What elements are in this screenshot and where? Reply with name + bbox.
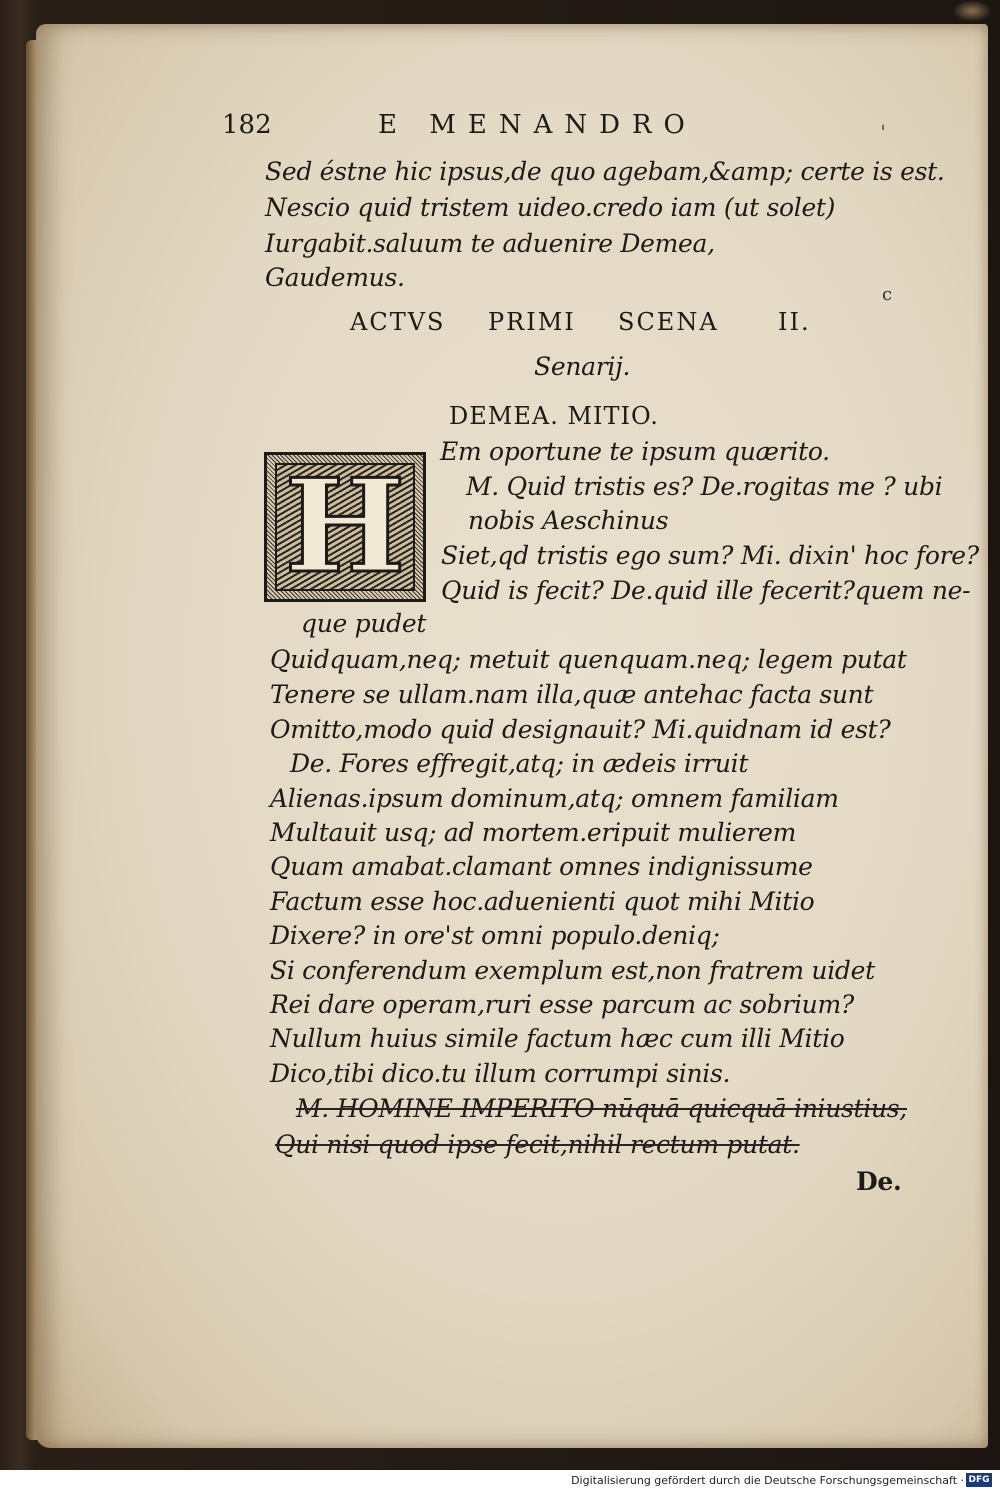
scene-number: II.	[778, 308, 811, 336]
running-title: E MENANDRO	[378, 110, 697, 140]
text-line: Nescio quid tristem uideo.credo iam (ut solet)	[265, 193, 836, 222]
text-line: Em oportune te ipsum quærito.	[440, 437, 830, 466]
text-line: Siet,qd tristis ego sum? Mi. dixin' hoc fore?	[441, 541, 979, 570]
margin-mark: c	[882, 284, 893, 305]
text-line: Quid is fecit? De.quid ille fecerit?quem ne-	[441, 576, 971, 605]
initial-letter: H	[284, 463, 406, 591]
text-line: M. Quid tristis es? De.rogitas me ? ubi	[466, 472, 943, 501]
struck-line: Qui nisi quod ipse fecit,nihil rectum putat.	[275, 1130, 800, 1159]
meter-label: Senarij.	[534, 352, 631, 381]
footer-credit: Digitalisierung gefördert durch die Deutsche Forschungsgemeinschaft ·	[571, 1474, 964, 1487]
footer-bar	[0, 1470, 1000, 1491]
dramatis-personae: DEMEA. MITIO.	[449, 402, 659, 430]
text-line: Gaudemus.	[265, 263, 405, 292]
decorated-initial	[264, 452, 426, 602]
page-number: 182	[222, 110, 272, 140]
text-line: Rei dare operam,ruri esse parcum ac sobrium?	[270, 990, 854, 1019]
catchword: De.	[856, 1167, 902, 1196]
header-mark: ˌ	[880, 108, 887, 133]
text-line: Nullum huius simile factum hæc cum illi Mitio	[270, 1024, 845, 1053]
text-line: Dixere? in ore'st omni populo.deniq;	[270, 921, 720, 950]
text-line: que pudet	[301, 609, 427, 638]
text-line: Omitto,modo quid designauit? Mi.quidnam id est?	[270, 715, 891, 744]
scene-primi: PRIMI	[488, 308, 576, 336]
text-line: Multauit usq; ad mortem.eripuit mulierem	[270, 818, 796, 847]
text-line: De. Fores effregit,atq; in ædeis irruit	[290, 749, 749, 778]
struck-line: M. HOMINE IMPERITO nūquā quicquā iniustius,	[296, 1094, 907, 1123]
scene-scena: SCENA	[618, 308, 719, 336]
text-line: Si conferendum exemplum est,non fratrem uidet	[270, 956, 875, 985]
text-line: nobis Aeschinus	[468, 506, 669, 535]
scene-actus: ACTVS	[350, 308, 446, 336]
text-line: Tenere se ullam.nam illa,quæ antehac facta sunt	[270, 680, 874, 709]
initial-frame	[275, 463, 415, 591]
text-line: Iurgabit.saluum te aduenire Demea,	[265, 229, 715, 258]
text-line: Sed éstne hic ipsus,de quo agebam,&amp; certe is est.	[265, 157, 945, 186]
text-line: Dico,tibi dico.tu illum corrumpi sinis.	[270, 1059, 731, 1088]
dfg-logo-icon: DFG	[966, 1473, 992, 1487]
text-line: Alienas.ipsum dominum,atq; omnem familiam	[270, 784, 839, 813]
text-line: Factum esse hoc.aduenienti quot mihi Mitio	[270, 887, 815, 916]
text-line: Quidquam,neq; metuit quenquam.neq; legem putat	[270, 645, 907, 674]
text-line: Quam amabat.clamant omnes indignissume	[270, 852, 813, 881]
